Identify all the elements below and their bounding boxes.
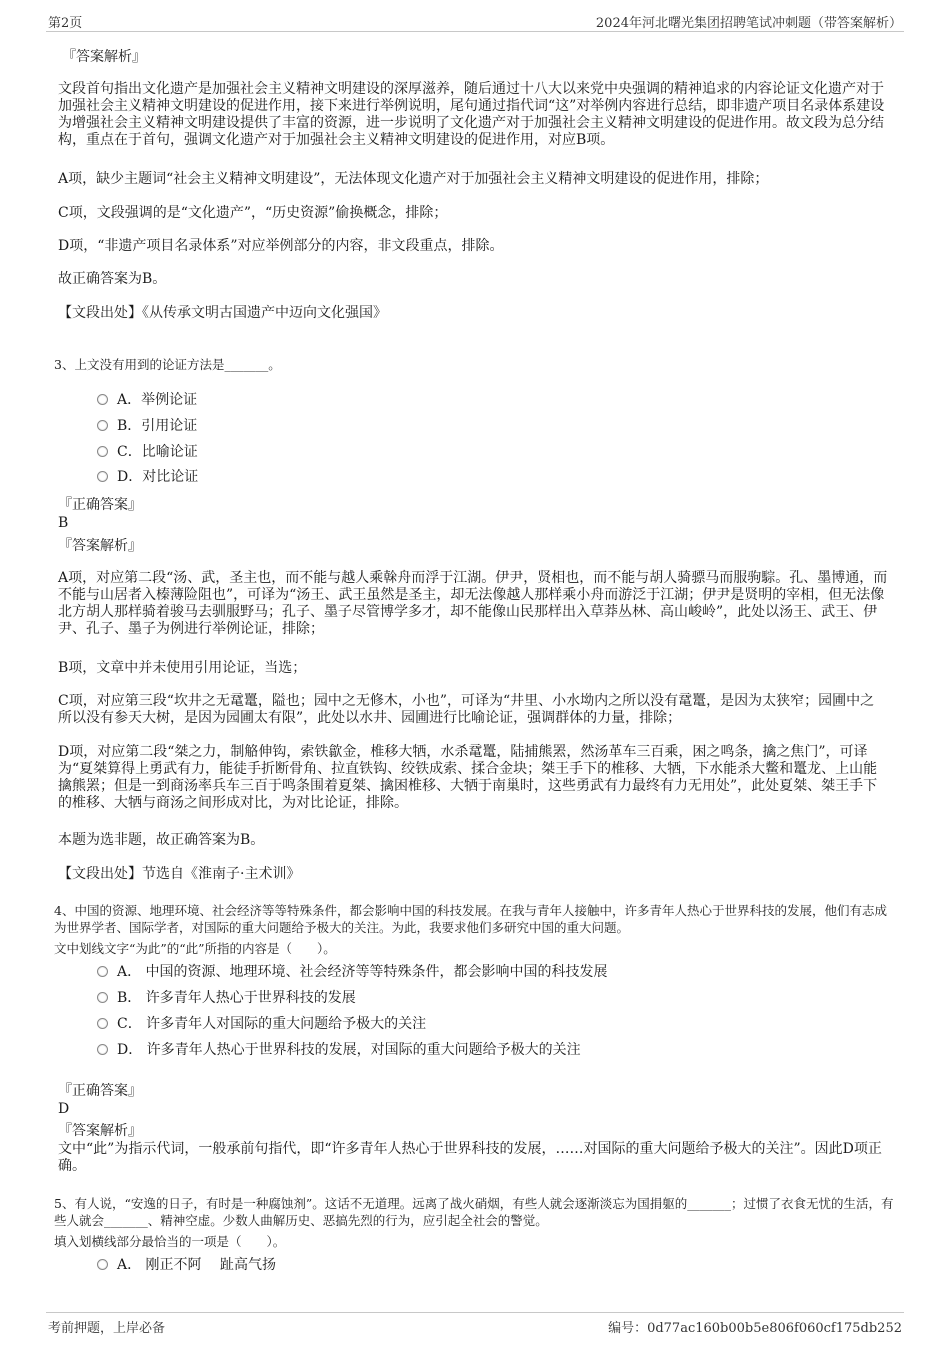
q4-option-a[interactable]: A． 中国的资源、地理环境、社会经济等等特殊条件，都会影响中国的科技发展 [97, 963, 608, 981]
q4-option-d[interactable]: D． 许多青年人热心于世界科技的发展，对国际的重大问题给予极大的关注 [97, 1041, 581, 1059]
document-title: 2024年河北曙光集团招聘笔试冲刺题（带答案解析） [595, 16, 902, 31]
q3-source: 【文段出处】节选自《淮南子·主术训》 [58, 866, 301, 882]
prev-analysis-label: 『答案解析』 [62, 49, 146, 65]
q3-option-d[interactable]: D．对比论证 [97, 468, 198, 486]
prev-analysis-paragraph: C项，文段强调的是“文化遗产”，“历史资源”偷换概念，排除； [58, 205, 448, 221]
radio-icon[interactable] [97, 446, 108, 457]
q3-option-c[interactable]: C．比喻论证 [97, 443, 198, 461]
radio-icon[interactable] [97, 966, 108, 977]
q5-prompt: 填入划横线部分最恰当的一项是（ ）。 [54, 1234, 286, 1249]
q4-answer: D [58, 1101, 70, 1117]
q5-option-a[interactable]: A． 刚正不阿 趾高气扬 [97, 1256, 276, 1274]
q4-analysis: 文中“此”为指示代词，一般承前句指代，即“许多青年人热心于世界科技的发展，……对国际的重大问题给予极大的关注”。因此D项正确。 [58, 1141, 882, 1174]
page-footer [46, 1312, 904, 1337]
radio-icon[interactable] [97, 992, 108, 1003]
radio-icon[interactable] [97, 1259, 108, 1270]
q4-option-c[interactable]: C． 许多青年人对国际的重大问题给予极大的关注 [97, 1015, 426, 1033]
q4-option-b[interactable]: B． 许多青年人热心于世界科技的发展 [97, 989, 356, 1007]
q5-stem: 5、有人说，“安逸的日子，有时是一种腐蚀剂”。这话不无道理。远离了战火硝烟，有些人就会逐渐淡忘为国捐躯的_______；过惯了衣食无忧的生活，有些人就会_______、精神空虚。少数人曲解历史、恶搞先烈的行为，应引起全社会的警觉。 [54, 1196, 894, 1228]
q3-analysis-label: 『答案解析』 [58, 538, 142, 554]
q3-option-a[interactable]: A．举例论证 [97, 391, 197, 409]
q3-analysis-conclusion: 本题为选非题，故正确答案为B。 [58, 832, 265, 848]
prev-source: 【文段出处】《从传承文明古国遗产中迈向文化强国》 [58, 305, 387, 321]
prev-analysis-paragraph: D项，“非遗产项目名录体系”对应举例部分的内容，非文段重点，排除。 [58, 238, 504, 254]
q3-analysis-paragraph: C项，对应第三段“坎井之无鼋鼍，隘也；园中之无修木，小也”，可译为“井里、小水坳内之所以没有鼋鼍，是因为太狭窄；园圃中之所以没有参天大树，是因为园圃太有限”，此处以水井、园圃进行比喻论证，强调群体的力量，排除； [58, 693, 875, 726]
radio-icon[interactable] [97, 1044, 108, 1055]
page-header [46, 9, 904, 32]
radio-icon[interactable] [97, 420, 108, 431]
prev-analysis-conclusion: 故正确答案为B。 [58, 271, 167, 287]
radio-icon[interactable] [97, 1018, 108, 1029]
prev-analysis-paragraph: A项，缺少主题词“社会主义精神文明建设”，无法体现文化遗产对于加强社会主义精神文明建设的促进作用，排除； [58, 171, 769, 187]
q3-answer: B [58, 515, 69, 531]
q4-analysis-label: 『答案解析』 [58, 1123, 142, 1139]
q4-answer-label: 『正确答案』 [58, 1083, 142, 1099]
footer-slogan: 考前押题，上岸必备 [48, 1321, 166, 1336]
q3-stem: 3、上文没有用到的论证方法是_______。 [54, 357, 281, 372]
radio-icon[interactable] [97, 471, 108, 482]
document-code: 编号：0d77ac160b00b5e806f060cf175db252 [608, 1321, 902, 1336]
prev-analysis-paragraph: 文段首句指出文化遗产是加强社会主义精神文明建设的深厚滋养，随后通过十八大以来党中央强调的精神追求的内容论证文化遗产对于加强社会主义精神文明建设的促进作用，接下来进行举例说明，尾句通过指代词“这”对举例内容进行总结，即非遗产项目名录体系建设为增强社会主义精神文明建设提供了丰富的资源，进一步说明了文化遗产对于加强社会主义精神文明建设的促进作用。故文段为总分结构，重点在于首句，强调文化遗产对于加强社会主义精神文明建设的促进作用，对应B项。 [58, 81, 885, 148]
q3-analysis-paragraph: B项，文章中并未使用引用论证，当选； [58, 660, 307, 676]
q3-option-b[interactable]: B．引用论证 [97, 417, 197, 435]
q3-analysis-paragraph: D项，对应第二段“桀之力，制觡伸钩，索铁歙金，椎移大牺，水杀鼋鼍，陆捕熊罴，然汤革车三百乘，困之鸣条，擒之焦门”，可译为“夏桀算得上勇武有力，能徒手折断骨角、拉直铁钩、绞铁成索、揉合金块；桀王手下的椎移、大牺，下水能杀大鳖和鼍龙、上山能擒熊罴；但是一到商汤率兵车三百于鸣条围着夏桀、擒困椎移、大牺于南巢时，这些勇武有力最终有力无用处”，此处夏桀、桀王手下的椎移、大牺与商汤之间形成对比，为对比论证，排除。 [58, 744, 878, 811]
q3-analysis-paragraph: A项，对应第二段“汤、武，圣主也，而不能与越人乘榦舟而浮于江湖。伊尹，贤相也，而不能与胡人骑骠马而服驹騌。孔、墨博通，而不能与山居者入榛薄险阻也”，可译为“汤王、武王虽然是圣主，却无法像越人那样乘小舟而游泛于江湖；伊尹是贤明的宰相，但无法像北方胡人那样骑着骏马去驯服野马；孔子、墨子尽管博学多才，却不能像山民那样出入草莽丛林、高山峻岭”，此处以汤王、武王、伊尹、孔子、墨子为例进行举例论证，排除； [58, 570, 888, 637]
radio-icon[interactable] [97, 394, 108, 405]
q3-answer-label: 『正确答案』 [58, 497, 142, 513]
q4-prompt: 文中划线文字“为此”的“此”所指的内容是（ ）。 [54, 941, 336, 956]
page-number: 第2页 [48, 16, 83, 31]
q4-stem: 4、中国的资源、地理环境、社会经济等等特殊条件，都会影响中国的科技发展。在我与青年人接触中，许多青年人热心于世界科技的发展，他们有志成为世界学者、国际学者，对国际的重大问题给予极大的关注。为此，我要求他们多研究中国的重大问题。 [54, 903, 887, 935]
